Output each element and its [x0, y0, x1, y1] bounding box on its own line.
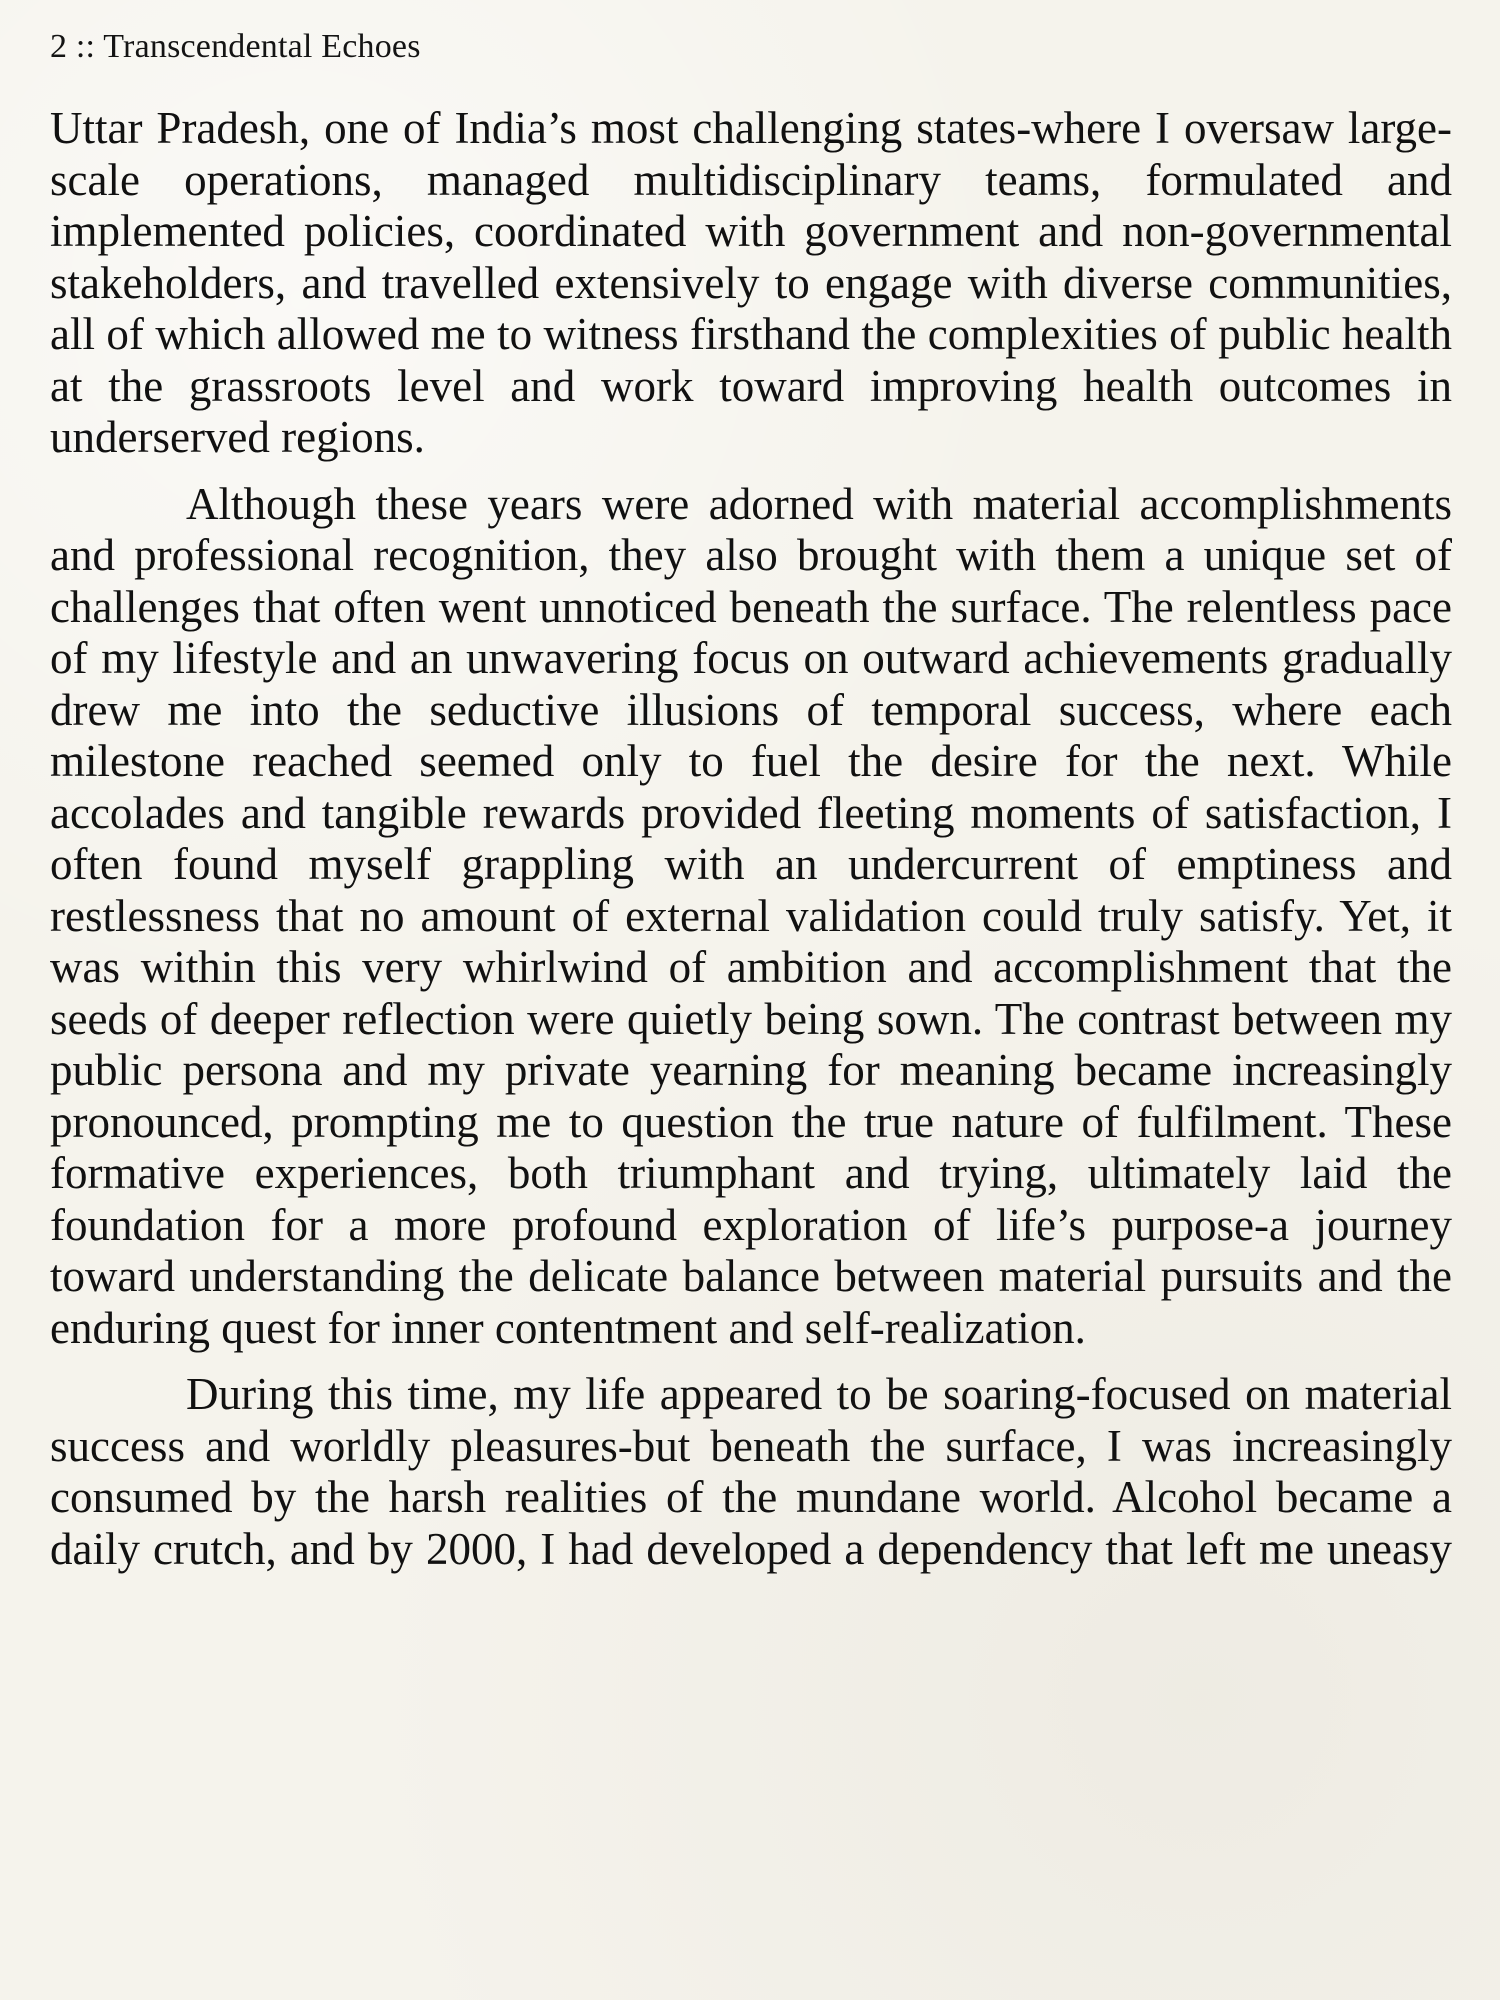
body-text — [50, 103, 1452, 1590]
running-head: 2 :: Transcendental Echoes — [50, 28, 421, 65]
paragraph-2: Although these years were adorned with material accomplishments and professional recognition, they also brought with them a unique set of challenges that often went unnoticed beneath the surface. The relentless pace of my lifestyle and an unwavering focus on outward achievements gradually drew me into the seductive illusions of temporal success, where each milestone reached seemed only to fuel the desire for the next. While accolades and tangible rewards provided fleeting moments of satisfaction, I often found myself grappling with an undercurrent of emptiness and restlessness that no amount of external validation could truly satisfy. Yet, it was within this very whirlwind of ambition and accomplishment that the seeds of deeper reflection were quietly being sown. The contrast between my public persona and my private yearning for meaning became increasingly pronounced, prompting me to question the true nature of fulfilment. These formative experiences, both triumphant and trying, ultimately laid the foundation for a more profound exploration of life’s purpose-a journey toward understanding the delicate balance between material pursuits and the enduring quest for inner contentment and self-realization. — [50, 478, 1452, 1353]
paragraph-3: During this time, my life appeared to be soaring-focused on material success and worldly pleasures-but beneath the surface, I was increasingly consumed by the harsh realities of the mundane world. Alcohol became a daily crutch, and by 2000, I had developed a dependency that left me uneasy — [50, 1369, 1452, 1574]
paragraph-1: Uttar Pradesh, one of India’s most challenging states-where I oversaw large-scale operations, managed multidisciplinary teams, formulated and implemented policies, coordinated with government and non-governmental stakeholders, and travelled extensively to engage with diverse communities, all of which allowed me to witness firsthand the complexities of public health at the grassroots level and work toward improving health outcomes in underserved regions. — [50, 103, 1452, 462]
